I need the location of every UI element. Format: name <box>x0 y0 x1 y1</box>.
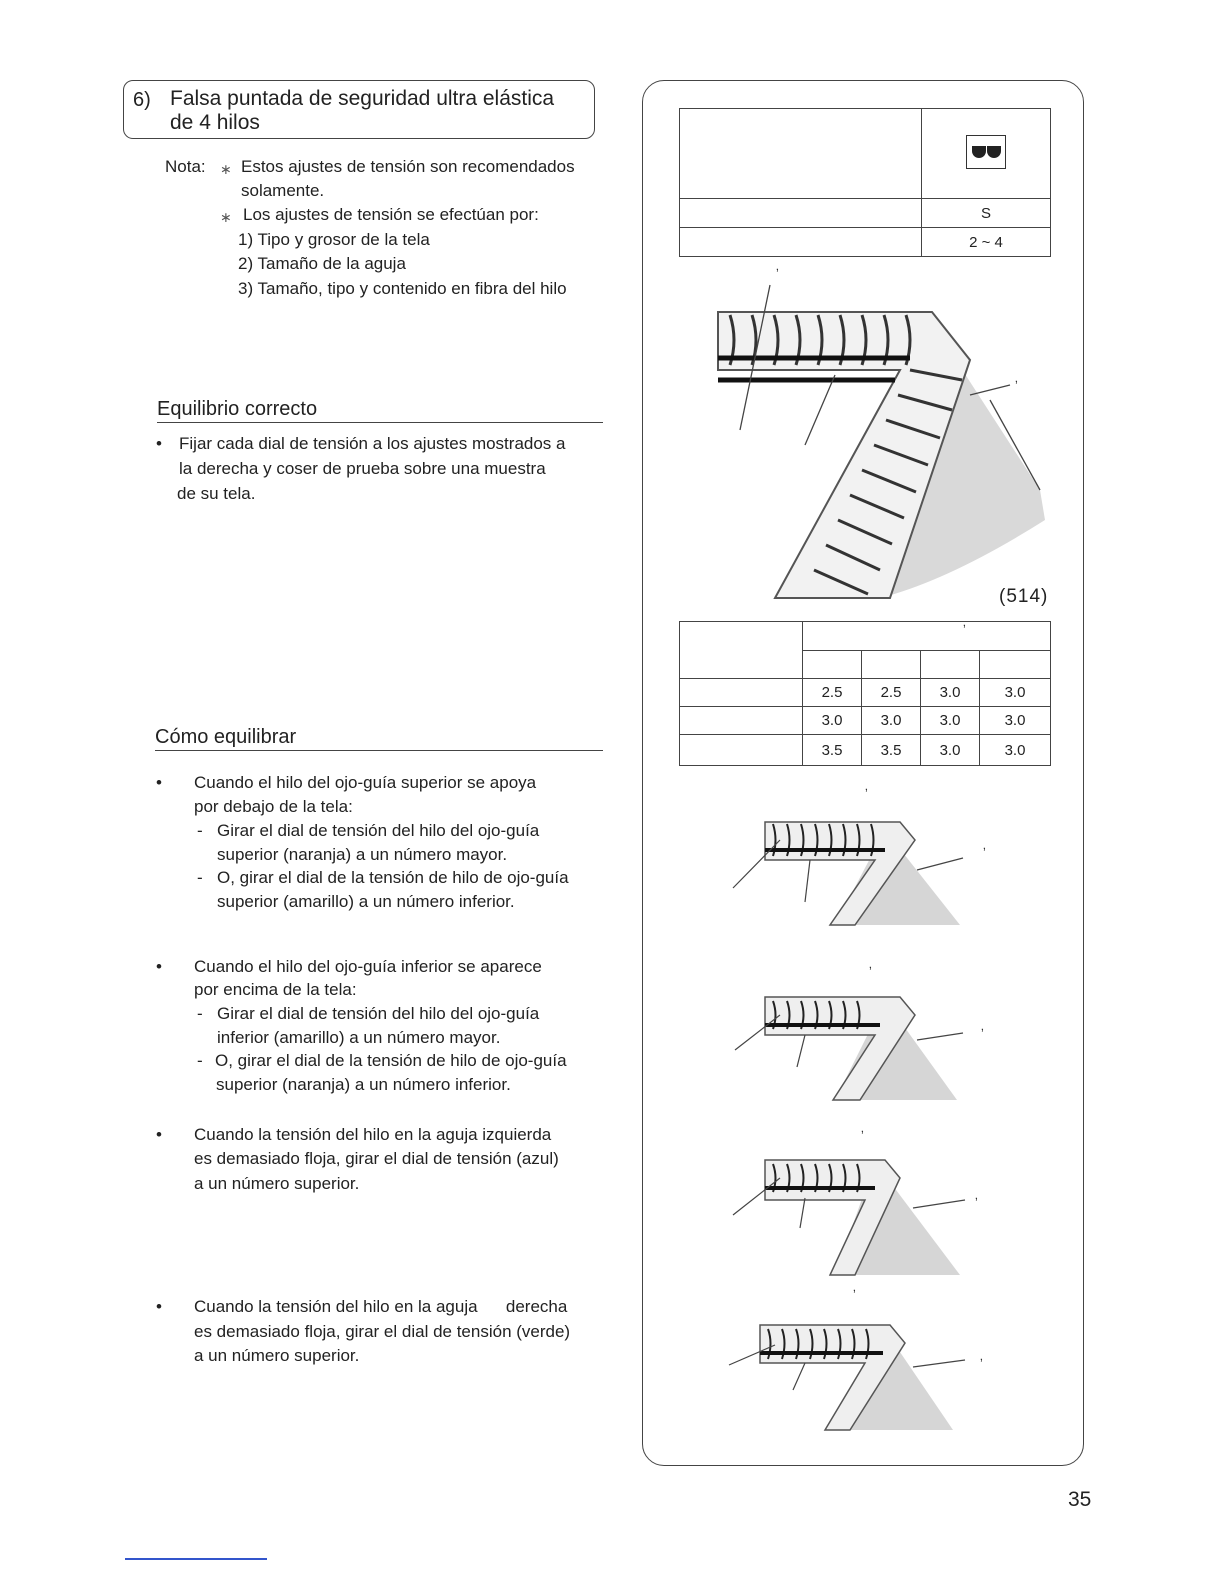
label-tick-8: ʼ <box>861 1128 864 1143</box>
section-number: 6) <box>133 89 151 111</box>
como-heading: Cómo equilibrar <box>155 726 603 751</box>
b4-line-3: a un número superior. <box>194 1346 360 1365</box>
b2-sub2-line-1: O, girar el dial de la tensión de hilo de ojo-guía <box>215 1051 567 1070</box>
b2-sub1-line-2: inferior (amarillo) a un número mayor. <box>217 1028 501 1047</box>
tension-col-head-2 <box>862 651 921 679</box>
equilibrio-line-3: de su tela. <box>177 484 256 503</box>
note-star-1: ∗ <box>220 161 232 177</box>
tension-cell: 3.5 <box>803 735 862 766</box>
note-item-3: 3) Tamaño, tipo y contenido en fibra del hilo <box>238 279 567 298</box>
footer-divider <box>125 1558 267 1560</box>
stitch-width-value: S <box>922 199 1051 228</box>
note-item-2: 2) Tamaño de la aguja <box>238 254 406 273</box>
needle-icon-cell <box>922 109 1051 199</box>
tension-header-group <box>803 622 1051 651</box>
note-line-3: Los ajustes de tensión se efectúan por: <box>243 205 539 224</box>
label-tick-1: ʼ <box>776 266 779 281</box>
stitch-diagram-3 <box>725 1150 975 1280</box>
b1-sub1-line-1: Girar el dial de tensión del hilo del ojo-guía <box>217 821 540 840</box>
b2-dash-2: - <box>197 1051 203 1070</box>
tension-cell: 3.0 <box>921 735 980 766</box>
label-tick-9: ʼ <box>975 1195 978 1210</box>
equilibrio-line-1: Fijar cada dial de tensión a los ajustes mostrados a <box>179 434 566 453</box>
b2-sub1-line-1: Girar el dial de tensión del hilo del ojo-guía <box>217 1004 540 1023</box>
stitch-diagram-main <box>700 260 1060 605</box>
label-tick-7: ʼ <box>981 1026 984 1041</box>
b1-sub2-line-2: superior (amarillo) a un número inferior. <box>217 892 515 911</box>
tension-row-label-3 <box>680 735 803 766</box>
label-tick-10: ʼ <box>853 1287 856 1302</box>
label-tick-11: ʼ <box>980 1356 983 1371</box>
b2-sub2-line-2: superior (naranja) a un número inferior. <box>216 1075 511 1094</box>
b1-line-2: por debajo de la tela: <box>194 797 353 816</box>
tension-cell: 3.0 <box>980 707 1051 735</box>
note-label: Nota: <box>165 157 206 176</box>
settings-table <box>679 108 1051 257</box>
b2-line-1: Cuando el hilo del ojo-guía inferior se aparece <box>194 957 542 976</box>
tension-cell: 3.0 <box>980 679 1051 707</box>
tension-header-label <box>680 622 803 679</box>
tension-row-label-1 <box>680 679 803 707</box>
settings-label-cell-1 <box>680 109 922 199</box>
tension-row-label-2 <box>680 707 803 735</box>
b1-line-1: Cuando el hilo del ojo-guía superior se apoya <box>194 773 537 792</box>
page-number: 35 <box>1068 1488 1092 1511</box>
label-tick-6: ʼ <box>869 964 872 979</box>
label-tick-4: ʼ <box>865 786 868 801</box>
tension-col-head-4 <box>980 651 1051 679</box>
b2-line-2: por encima de la tela: <box>194 980 357 999</box>
two-needle-icon <box>966 135 1006 169</box>
tension-cell: 3.0 <box>862 707 921 735</box>
stitch-code: (514) <box>999 586 1049 607</box>
tension-cell: 3.0 <box>980 735 1051 766</box>
tension-cell: 3.0 <box>921 679 980 707</box>
como-bullet-1: • <box>156 773 162 792</box>
note-star-2: ∗ <box>220 209 232 225</box>
como-bullet-4: • <box>156 1297 162 1316</box>
b1-sub1-line-2: superior (naranja) a un número mayor. <box>217 845 508 864</box>
stitch-diagram-1 <box>725 800 975 930</box>
tension-cell: 3.0 <box>921 707 980 735</box>
stitch-diagram-2 <box>725 985 975 1105</box>
equilibrio-heading: Equilibrio correcto <box>157 398 603 423</box>
page-title-line1: Falsa puntada de seguridad ultra elástica <box>170 87 555 110</box>
tension-cell: 3.0 <box>803 707 862 735</box>
tension-col-head-3 <box>921 651 980 679</box>
b4-line-2: es demasiado floja, girar el dial de tensión (verde) <box>194 1322 571 1341</box>
b1-dash-2: - <box>197 868 203 887</box>
label-tick-2: ʼ <box>1015 378 1018 393</box>
equilibrio-bullet: • <box>156 434 162 453</box>
stitch-diagram-4 <box>725 1305 975 1435</box>
b1-sub2-line-1: O, girar el dial de la tensión de hilo de ojo-guía <box>217 868 569 887</box>
tension-cell: 3.5 <box>862 735 921 766</box>
label-tick-5: ʼ <box>983 845 986 860</box>
b2-dash-1: - <box>197 1004 203 1023</box>
note-line-2: solamente. <box>241 181 325 200</box>
page-title-line2: de 4 hilos <box>170 111 260 134</box>
tension-cell: 2.5 <box>862 679 921 707</box>
equilibrio-line-2: la derecha y coser de prueba sobre una muestra <box>179 459 546 478</box>
note-line-1: Estos ajustes de tensión son recomendados <box>241 157 575 176</box>
b3-line-2: es demasiado floja, girar el dial de tensión (azul) <box>194 1149 559 1168</box>
tension-cell: 2.5 <box>803 679 862 707</box>
stitch-length-value: 2 ~ 4 <box>922 228 1051 257</box>
note-item-1: 1) Tipo y grosor de la tela <box>238 230 430 249</box>
settings-label-cell-2 <box>680 199 922 228</box>
como-bullet-3: • <box>156 1125 162 1144</box>
como-bullet-2: • <box>156 957 162 976</box>
b4-line-1: Cuando la tensión del hilo en la aguja derecha <box>194 1297 568 1316</box>
settings-label-cell-3 <box>680 228 922 257</box>
tension-table <box>679 621 1051 766</box>
tension-col-head-1 <box>803 651 862 679</box>
label-tick-3: ʼ <box>963 622 966 637</box>
b3-line-3: a un número superior. <box>194 1174 360 1193</box>
b1-dash-1: - <box>197 821 203 840</box>
b3-line-1: Cuando la tensión del hilo en la aguja izquierda <box>194 1125 552 1144</box>
